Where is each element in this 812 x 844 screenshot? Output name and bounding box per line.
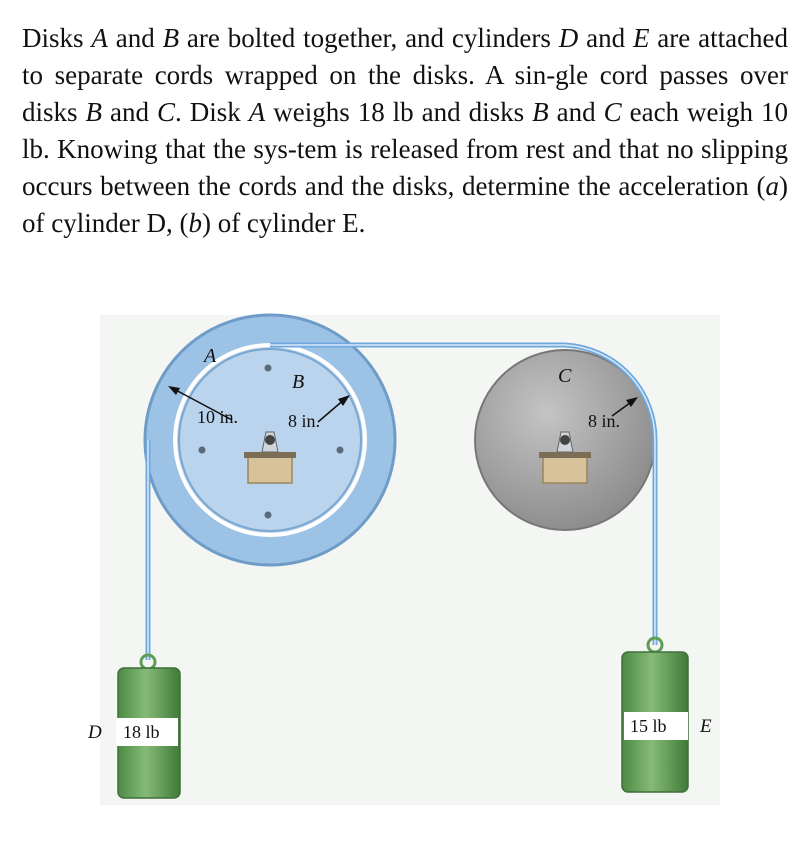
text-segment: are attached to separate cords wrapped on the disks. A sin-gle cord passes over disks [22, 23, 789, 127]
math-variable: a [765, 171, 779, 201]
bolt-icon [265, 365, 272, 372]
cylinder-d-weight: 18 lb [123, 722, 160, 742]
bolt-icon [265, 512, 272, 519]
cylinder-e-label: E [700, 716, 712, 737]
math-variable: D [558, 23, 579, 53]
radius-b-label: 8 in. [288, 411, 321, 431]
pulley-figure [0, 300, 812, 820]
disk-b-label: B [292, 371, 305, 393]
text-segment: ) of cylinder D, ( [22, 171, 788, 238]
disk-c-label: C [558, 365, 572, 387]
math-variable: E [632, 23, 650, 53]
text-segment: each weigh 10 lb. Knowing that the sys-tem is released from rest and that no slipping occurs between the cords and the disks, determine the acceleration ( [22, 97, 789, 201]
math-variable: C [156, 97, 175, 127]
text-segment: . Disk [175, 97, 249, 127]
math-variable: B [162, 23, 180, 53]
math-variable: C [603, 97, 622, 127]
cylinder-e-weight: 15 lb [630, 716, 667, 736]
bolt-icon [337, 447, 344, 454]
text-segment: and [578, 23, 633, 53]
text-segment: weighs 18 lb and disks [265, 97, 533, 127]
math-variable: b [188, 208, 202, 238]
math-variable: B [532, 97, 549, 127]
text-segment: and [102, 97, 157, 127]
radius-a-label: 10 in. [197, 407, 239, 427]
radius-c-label: 8 in. [588, 411, 621, 431]
text-segment: and [548, 97, 604, 127]
math-variable: B [85, 97, 103, 127]
math-variable: A [91, 23, 108, 53]
bolt-icon [199, 447, 206, 454]
disk-a-label: A [204, 345, 217, 367]
math-variable: A [248, 97, 266, 127]
text-segment: Disks [22, 23, 92, 53]
problem-statement [22, 20, 788, 242]
cylinder-d-label: D [88, 722, 102, 743]
text-segment: ) of cylinder E. [201, 208, 366, 238]
text-segment: are bolted together, and cylinders [179, 23, 559, 53]
text-segment: and [107, 23, 163, 53]
